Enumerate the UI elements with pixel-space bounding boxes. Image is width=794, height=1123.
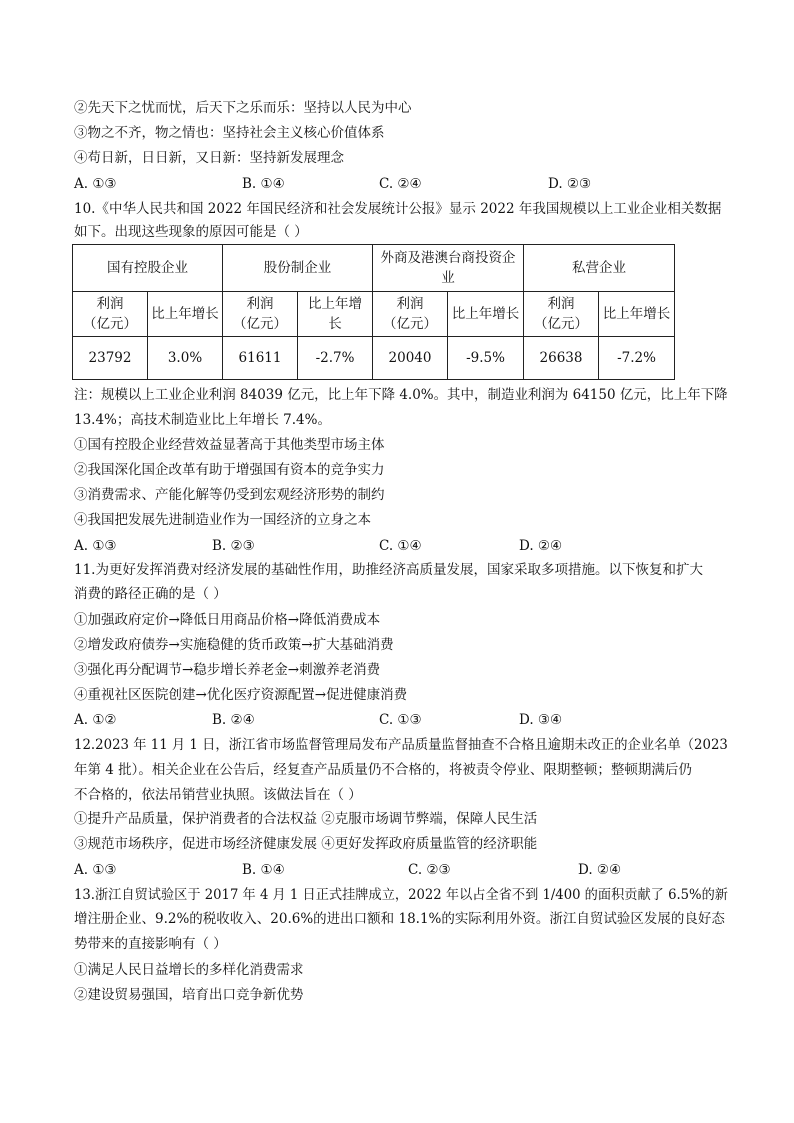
header-joint-stock: 股份制企业: [223, 245, 373, 292]
subheader-profit: 利润 （亿元）: [524, 292, 599, 337]
q9-option-c[interactable]: C. ②④: [379, 176, 422, 192]
q10-item-1: ①国有控股企业经营效益显著高于其他类型市场主体: [74, 437, 385, 453]
header-state-holding: 国有控股企业: [73, 245, 223, 292]
q11-option-c[interactable]: C. ①③: [379, 712, 422, 728]
header-private: 私营企业: [524, 245, 675, 292]
q12-option-a[interactable]: A. ①③: [74, 862, 117, 878]
cell-value: -2.7%: [298, 337, 373, 380]
table-subheader-row: [73, 292, 675, 337]
q12-items-line-2: ③规范市场秩序，促进市场经济健康发展 ④更好发挥政府质量监管的经济职能: [74, 836, 538, 852]
header-foreign-invested: 外商及港澳台商投资企 业: [373, 245, 524, 292]
q11-option-a[interactable]: A. ①②: [74, 712, 117, 728]
table-row: [73, 337, 675, 380]
q9-option-b[interactable]: B. ①④: [242, 176, 285, 192]
q10-stem-line-1: 10.《中华人民共和国 2022 年国民经济和社会发展统计公报》显示 2022 年我国规模以上工业企业相关数据: [74, 201, 722, 217]
q13-item-1: ①满足人民日益增长的多样化消费需求: [74, 962, 304, 978]
q12-option-b[interactable]: B. ①④: [242, 862, 285, 878]
q12-option-c[interactable]: C. ②③: [408, 862, 451, 878]
cell-value: 61611: [223, 337, 298, 380]
q11-option-d[interactable]: D. ③④: [519, 712, 563, 728]
subheader-profit: 利润 （亿元）: [73, 292, 148, 337]
q10-note-line-2: 13.4%；高技术制造业比上年增长 7.4%。: [74, 412, 331, 428]
q13-stem-line-3: 势带来的直接影响有（ ）: [74, 936, 227, 952]
q12-items-line-1: ①提升产品质量，保护消费者的合法权益 ②克服市场调节弊端，保障人民生活: [74, 811, 538, 827]
cell-value: 3.0%: [148, 337, 223, 380]
q10-option-b[interactable]: B. ②③: [212, 538, 255, 554]
q10-note-line-1: 注：规模以上工业企业利润 84039 亿元，比上年下降 4.0%。其中，制造业利润为 64150 亿元，比上年下降: [74, 387, 728, 403]
q11-item-4: ④重视社区医院创建→优化医疗资源配置→促进健康消费: [74, 687, 408, 703]
q12-option-d[interactable]: D. ②④: [578, 862, 622, 878]
q13-stem-line-1: 13.浙江自贸试验区于 2017 年 4 月 1 日正式挂牌成立，2022 年以占全省不到 1/400 的面积贡献了 6.5%的新: [74, 887, 728, 903]
cell-value: 23792: [73, 337, 148, 380]
q13-stem-line-2: 增注册企业、9.2%的税收收入、20.6%的进出口额和 18.1%的实际利用外资。浙江自贸试验区发展的良好态: [74, 911, 725, 927]
subheader-growth: 比上年增长: [599, 292, 675, 337]
q11-item-2: ②增发政府债券→实施稳健的货币政策→扩大基础消费: [74, 637, 394, 653]
cell-value: 20040: [373, 337, 448, 380]
q11-stem-line-1: 11.为更好发挥消费对经济发展的基础性作用，助推经济高质量发展，国家采取多项措施。以下恢复和扩大: [74, 562, 703, 578]
q11-item-3: ③强化再分配调节→稳步增长养老金→刺激养老消费: [74, 662, 381, 678]
q13-item-2: ②建设贸易强国，培育出口竞争新优势: [74, 987, 304, 1003]
q11-item-1: ①加强政府定价→降低日用商品价格→降低消费成本: [74, 612, 381, 628]
subheader-growth: 比上年增 长: [298, 292, 373, 337]
q9-option-a[interactable]: A. ①③: [74, 176, 117, 192]
q10-option-a[interactable]: A. ①③: [74, 538, 117, 554]
cell-value: -9.5%: [448, 337, 524, 380]
cell-value: -7.2%: [599, 337, 675, 380]
subheader-growth: 比上年增长: [448, 292, 524, 337]
enterprise-profit-table: [72, 244, 675, 380]
q11-option-b[interactable]: B. ②④: [212, 712, 255, 728]
q10-item-3: ③消费需求、产能化解等仍受到宏观经济形势的制约: [74, 487, 385, 503]
q9-item-4: ④苟日新，日日新，又日新：坚持新发展理念: [74, 150, 344, 166]
q9-item-2: ②先天下之忧而忧，后天下之乐而乐：坚持以人民为中心: [74, 100, 412, 116]
cell-value: 26638: [524, 337, 599, 380]
q9-item-3: ③物之不齐，物之情也：坚持社会主义核心价值体系: [74, 125, 385, 141]
q10-option-c[interactable]: C. ①④: [379, 538, 422, 554]
q10-option-d[interactable]: D. ②④: [519, 538, 563, 554]
q11-stem-line-2: 消费的路径正确的是（ ）: [74, 586, 227, 602]
subheader-profit: 利润 （亿元）: [223, 292, 298, 337]
q10-item-4: ④我国把发展先进制造业作为一国经济的立身之本: [74, 512, 371, 528]
table-group-header-row: [73, 245, 675, 292]
q12-stem-line-3: 不合格的，依法吊销营业执照。该做法旨在（ ）: [74, 787, 362, 803]
q9-option-d[interactable]: D. ②③: [548, 176, 592, 192]
q12-stem-line-2: 年第 4 批）。相关企业在公告后，经复查产品质量仍不合格的，将被责令停业、限期整顿；整顿期满后仍: [74, 762, 692, 778]
q12-stem-line-1: 12.2023 年 11 月 1 日，浙江省市场监督管理局发布产品质量监督抽查不合格且逾期未改正的企业名单（2023: [74, 737, 728, 753]
q10-item-2: ②我国深化国企改革有助于增强国有资本的竞争实力: [74, 462, 385, 478]
subheader-profit: 利润 （亿元）: [373, 292, 448, 337]
subheader-growth: 比上年增长: [148, 292, 223, 337]
q10-stem-line-2: 如下。出现这些现象的原因可能是（ ）: [74, 224, 308, 240]
